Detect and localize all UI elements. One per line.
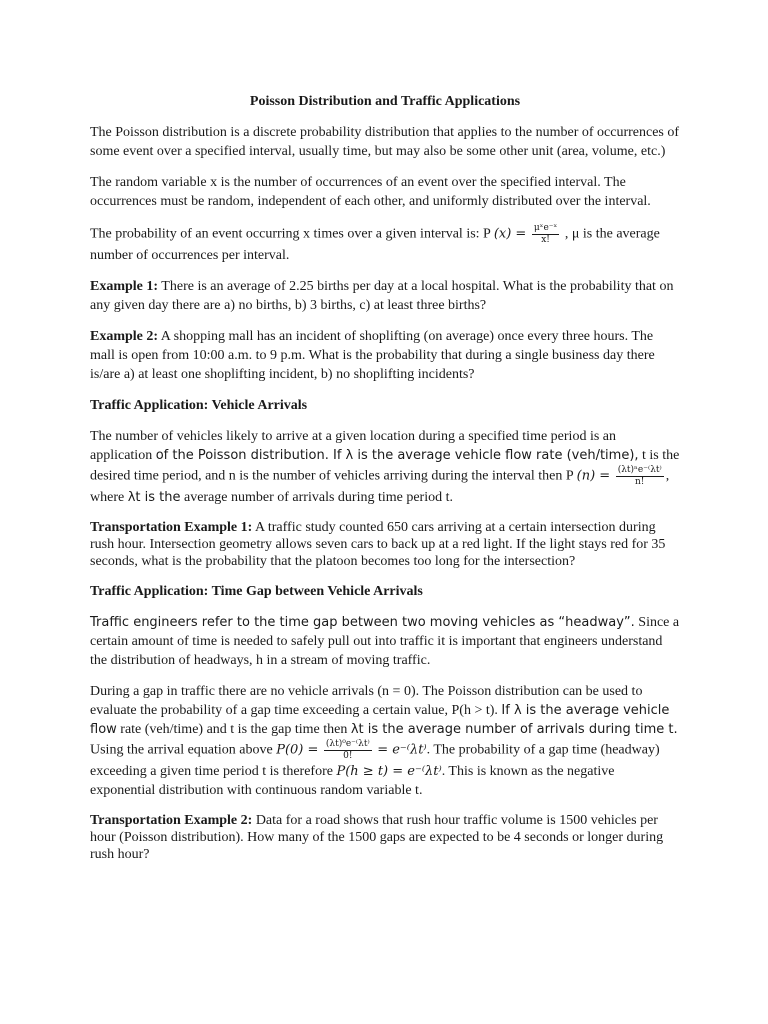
document-page xyxy=(90,92,680,875)
document-title: Poisson Distribution and Traffic Applications xyxy=(249,94,521,109)
gap-text-c: rate (veh/time) and t is the gap time then xyxy=(116,722,351,737)
formula-intro-text: The probability of an event occurring x times over a given interval is: P xyxy=(90,226,491,242)
gap-text-e: Using the arrival equation above xyxy=(90,742,277,758)
vehicle-arrivals-paragraph xyxy=(90,427,680,507)
gap-text-d: λt is the average number of arrivals during time t. xyxy=(350,722,678,737)
poisson-denominator: x! xyxy=(541,235,550,245)
transportation-example-1-text: A traffic study counted 650 cars arriving at a certain intersection during rush hour. Intersection geometry allows seven cars to back up at a red light. If the light stays red for 35 seconds, what is the probability that the platoon becomes too long for the intersection? xyxy=(90,520,666,569)
arrivals-text-f: average number of arrivals during time period t. xyxy=(180,490,453,505)
example-2 xyxy=(90,327,680,384)
random-variable-paragraph: The random variable x is the number of occurrences of an event over the specified interval. The occurrences must be random, independent of each other, and uniformly distributed over the interval. xyxy=(90,175,651,209)
gap-formula-rhs: = e⁻⁽λt⁾ xyxy=(377,742,427,758)
gap-denominator: 0! xyxy=(343,751,353,761)
poisson-numerator: μˣe⁻ˣ xyxy=(533,223,558,233)
arrivals-text-a: The number of vehicles likely to arrive at a given location during a specified time period is an application xyxy=(90,429,616,463)
headway-text-a: Traffic engineers refer to the time gap between two moving vehicles as “headway”. xyxy=(90,615,635,630)
vehicle-arrivals-heading: Traffic Application: Vehicle Arrivals xyxy=(90,398,308,413)
time-gap-heading: Traffic Application: Time Gap between Vehicle Arrivals xyxy=(90,584,423,599)
formula-lhs: (x) = xyxy=(493,226,527,242)
transportation-example-2 xyxy=(90,812,680,863)
transportation-example-1-label: Transportation Example 1: xyxy=(90,520,253,535)
gap-exceed-formula: P(h ≥ t) = e⁻⁽λt⁾ xyxy=(336,764,442,779)
headway-paragraph xyxy=(90,613,680,670)
headway-text-b: Since a certain amount of time is needed to safely pull out into traffic it is important that engineers understand the distribution of headways, h in a stream of moving traffic. xyxy=(90,615,680,668)
arrivals-denominator: n! xyxy=(635,477,645,487)
example-1 xyxy=(90,277,680,315)
arrivals-text-d: , where xyxy=(90,468,670,505)
gap-numerator: (λt)⁰e⁻⁽λt⁾ xyxy=(325,739,370,749)
gap-text-f: . The probability of a gap time (headway) exceeding a given time period t is therefore xyxy=(90,742,660,779)
example-1-label: Example 1: xyxy=(90,279,159,294)
poisson-formula-paragraph xyxy=(90,223,680,265)
transportation-example-1 xyxy=(90,519,680,570)
arrivals-text-e: λt is the xyxy=(127,490,181,505)
example-2-text: A shopping mall has an incident of shoplifting (on average) once every three hours. The mall is open from 10:00 a.m. to 9 p.m. What is the probability that during a single business day there is/are a) at least one shoplifting incident, b) no shoplifting incidents? xyxy=(90,329,655,382)
gap-fraction xyxy=(324,739,372,762)
intro-paragraph: The Poisson distribution is a discrete probability distribution that applies to the number of occurrences of some event over a specified interval, usually time, but may also be some other unit (area, volume, etc.) xyxy=(90,125,680,159)
poisson-fraction xyxy=(532,223,560,246)
arrivals-text-c: t is the desired time period, and n is the number of vehicles arriving during the interval then P xyxy=(90,448,680,484)
gap-formula-lhs: P(0) = xyxy=(276,742,319,758)
gap-text-b: If λ is the average vehicle flow xyxy=(90,703,670,737)
arrivals-formula-lhs: (n) = xyxy=(576,468,611,484)
arrivals-text-b: of the Poisson distribution. If λ is the average vehicle flow rate (veh/time), xyxy=(155,448,639,463)
arrivals-numerator: (λt)ⁿe⁻⁽λt⁾ xyxy=(617,465,662,475)
transportation-example-2-text: Data for a road shows that rush hour traffic volume is 1500 vehicles per hour (Poisson distribution). How many of the 1500 gaps are expected to be 4 seconds or longer during rush hour? xyxy=(90,813,664,862)
transportation-example-2-label: Transportation Example 2: xyxy=(90,813,253,828)
gap-text-a: During a gap in traffic there are no vehicle arrivals (n = 0). The Poisson distribution can be used to evaluate the probability of a gap time exceeding a certain value, P(h > t). xyxy=(90,684,643,718)
example-2-label: Example 2: xyxy=(90,329,159,344)
example-1-text: There is an average of 2.25 births per day at a local hospital. What is the probability that on any given day there are a) no births, b) 3 births, c) at least three births? xyxy=(90,279,674,313)
arrivals-fraction xyxy=(616,465,664,488)
formula-post-text: , μ is the average number of occurrences per interval. xyxy=(90,226,660,263)
gap-paragraph xyxy=(90,682,680,800)
gap-text-h: . This is known as the negative exponential distribution with continuous random variable t. xyxy=(90,764,615,798)
